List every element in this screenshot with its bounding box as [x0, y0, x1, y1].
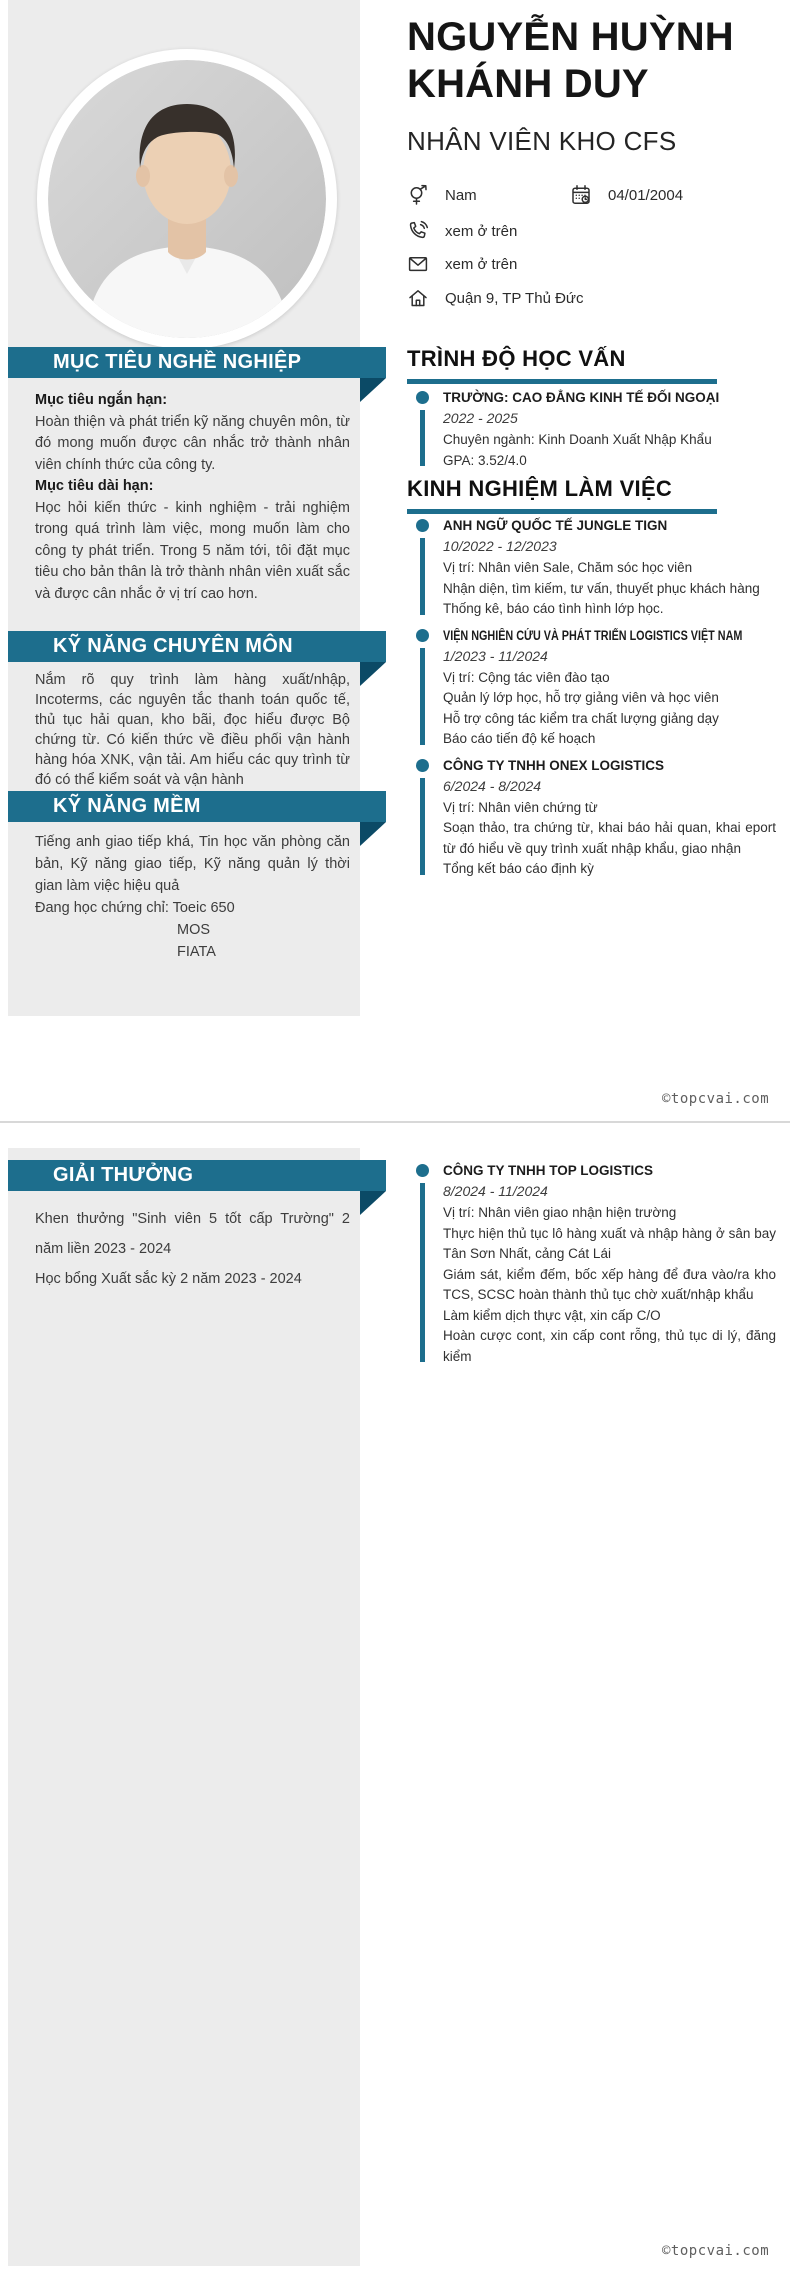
experience-detail: Làm kiểm dịch thực vật, xin cấp C/O: [443, 1307, 661, 1323]
experience-detail: Vị trí: Nhân viên giao nhận hiện trường: [443, 1205, 677, 1220]
calendar-icon: [570, 184, 592, 206]
experience-detail: Thực hiện thủ tục lô hàng xuất và nhập hàng ở sân bay Tân Sơn Nhất, cảng Cát Lái: [443, 1225, 776, 1261]
experience-entries: [407, 516, 776, 886]
timeline-bar: [420, 538, 425, 615]
objective-short-label: Mục tiêu ngắn hạn:: [35, 392, 168, 408]
objective-short-text: Hoàn thiện và phát triển kỹ năng chuyên môn, từ đó mong muốn được cân nhắc trở thành nhân viên chính thức của công ty.: [35, 413, 350, 473]
contact-birthday-value: 04/01/2004: [608, 186, 684, 204]
contact-phone-value: xem ở trên: [445, 222, 518, 240]
contact-email: [407, 253, 517, 275]
experience-title: KINH NGHIỆM LÀM VIỆC: [407, 476, 673, 501]
objective-body: [35, 390, 350, 605]
timeline-marker: [407, 388, 443, 471]
objective-long-text: Học hỏi kiến thức - kinh nghiệm - trải nghiệm trong quá trình làm việc, mong muốn làm cho công ty phát triển. Trong 5 năm tới, tôi đặt mục tiêu cho bản thân là trở thành nhân viên xuất sắc và được cân nhắc ở vị trí cao hơn.: [35, 499, 350, 602]
section-header-education: [407, 346, 717, 384]
experience-period: 8/2024 - 11/2024: [443, 1183, 548, 1199]
experience-detail: Vị trí: Cộng tác viên đào tạo: [443, 669, 610, 685]
experience-detail: Nhận diện, tìm kiếm, tư vấn, thuyết phục khách hàng: [443, 580, 760, 596]
experience-period: 1/2023 - 11/2024: [443, 647, 548, 664]
contact-birthday: [570, 184, 683, 206]
experience-entry: [407, 626, 776, 750]
section-ribbon-awards: [8, 1160, 386, 1191]
education-detail: GPA: 3.52/4.0: [443, 452, 527, 468]
candidate-job-title: NHÂN VIÊN KHO CFS: [407, 126, 677, 156]
education-entries: [407, 388, 776, 477]
gender-icon: [407, 184, 429, 206]
contact-email-value: xem ở trên: [445, 255, 518, 273]
experience-detail: Tổng kết báo cáo định kỳ: [443, 861, 594, 876]
section-title-objective: MỤC TIÊU NGHỀ NGHIỆP: [53, 351, 302, 373]
education-period: 2022 - 2025: [443, 410, 518, 426]
experience-period: 6/2024 - 8/2024: [443, 777, 542, 794]
soft-skills-cert-item: FIATA: [177, 944, 216, 960]
section-title-hard-skills: KỸ NĂNG CHUYÊN MÔN: [53, 635, 293, 657]
bullet-dot-icon: [416, 759, 429, 772]
bullet-dot-icon: [416, 391, 429, 404]
experience-detail: Giám sát, kiểm đếm, bốc xếp hàng để đưa vào/ra kho TCS, SCSC hoàn thành thủ tục chờ xuất/nhập khẩu: [443, 1266, 776, 1302]
section-title-awards: GIẢI THƯỞNG: [53, 1164, 194, 1186]
timeline-marker: [407, 516, 443, 620]
experience-detail: Hoàn cược cont, xin cấp cont rỗng, thủ tục di lý, đăng kiểm: [443, 1328, 776, 1364]
experience-entry: [407, 1161, 776, 1367]
experience-detail: Vị trí: Nhân viên chứng từ: [443, 799, 598, 815]
mail-icon: [407, 253, 429, 275]
award-line: Khen thưởng "Sinh viên 5 tốt cấp Trường" 2 năm liền 2023 - 2024: [35, 1211, 350, 1257]
contact-phone: [407, 220, 517, 242]
experience-period: 10/2022 - 12/2023: [443, 538, 557, 554]
contact-address: [407, 287, 583, 309]
watermark: ©topcvai.com: [662, 1091, 770, 1107]
experience-company: VIỆN NGHIÊN CỨU VÀ PHÁT TRIỂN LOGISTICS VIỆT NAM: [443, 627, 743, 643]
contact-gender-value: Nam: [445, 186, 477, 204]
experience-entry: [407, 516, 776, 620]
section-ribbon-soft-skills: [8, 791, 386, 822]
timeline-marker: [407, 756, 443, 880]
experience-title-rule: [407, 509, 717, 514]
experience-detail: Hỗ trợ công tác kiểm tra chất lượng giảng dạy: [443, 710, 719, 726]
experience-detail: Báo cáo tiến độ kế hoạch: [443, 731, 596, 746]
experience-entries-page2: [407, 1161, 776, 1373]
experience-company: ANH NGỮ QUỐC TẾ JUNGLE TIGN: [443, 518, 668, 533]
timeline-marker: [407, 626, 443, 750]
home-icon: [407, 287, 429, 309]
left-sidebar-panel-page2: [8, 1148, 360, 2266]
experience-detail: Quản lý lớp học, hỗ trợ giảng viên và học viên: [443, 690, 719, 705]
page-separator: [0, 1121, 790, 1123]
soft-skills-text: Tiếng anh giao tiếp khá, Tin học văn phòng căn bản, Kỹ năng giao tiếp, Kỹ năng quản lý thời gian làm việc hiệu quả: [35, 834, 350, 894]
bullet-dot-icon: [416, 1164, 429, 1177]
watermark: ©topcvai.com: [662, 2243, 770, 2259]
hard-skills-text: Nắm rõ quy trình làm hàng xuất/nhập, Incoterms, các nguyên tắc thanh toán quốc tế, thủ tục hải quan, kho bãi, đọc hiểu được Bộ chứng từ. Có kiến thức về điều phối vận hành hàng hóa XNK, vận tải. Am hiểu các quy trình từ đó có thể kiểm soát và vận hành: [35, 672, 350, 788]
soft-skills-body: [35, 831, 350, 963]
contact-gender: [407, 184, 477, 206]
section-ribbon-objective: [8, 347, 386, 378]
education-title: TRÌNH ĐỘ HỌC VẤN: [407, 346, 626, 371]
contact-address-value: Quận 9, TP Thủ Đức: [445, 289, 584, 307]
education-school: TRƯỜNG: CAO ĐẲNG KINH TẾ ĐỐI NGOẠI: [443, 390, 720, 405]
candidate-name: NGUYỄN HUỲNH KHÁNH DUY: [407, 15, 734, 106]
section-title-soft-skills: KỸ NĂNG MỀM: [53, 795, 201, 817]
phone-icon: [407, 220, 429, 242]
award-line: Học bổng Xuất sắc kỳ 2 năm 2023 - 2024: [35, 1271, 302, 1287]
education-title-rule: [407, 379, 717, 384]
profile-photo-illustration: [48, 60, 326, 338]
section-ribbon-hard-skills: [8, 631, 386, 662]
experience-company: CÔNG TY TNHH TOP LOGISTICS: [443, 1163, 654, 1178]
experience-company: CÔNG TY TNHH ONEX LOGISTICS: [443, 757, 665, 773]
bullet-dot-icon: [416, 519, 429, 532]
section-header-experience: [407, 476, 717, 514]
timeline-bar: [420, 648, 425, 745]
experience-detail: Soạn thảo, tra chứng từ, khai báo hải quan, khai eport từ đó hiểu về quy trình xuất nhập khẩu, giao nhận: [443, 820, 776, 856]
profile-photo: [37, 49, 337, 349]
experience-entry: [407, 756, 776, 880]
timeline-bar: [420, 778, 425, 875]
hard-skills-body: [35, 670, 350, 790]
objective-long-label: Mục tiêu dài hạn:: [35, 478, 154, 494]
experience-detail: Thống kê, báo cáo tình hình lớp học.: [443, 601, 664, 616]
soft-skills-cert: Đang học chứng chỉ: Toeic 650: [35, 900, 235, 916]
timeline-bar: [420, 1183, 425, 1362]
timeline-bar: [420, 410, 425, 466]
soft-skills-cert-item: MOS: [177, 922, 211, 938]
education-detail: Chuyên ngành: Kinh Doanh Xuất Nhập Khẩu: [443, 432, 712, 447]
experience-detail: Vị trí: Nhân viên Sale, Chăm sóc học viên: [443, 560, 693, 575]
timeline-marker: [407, 1161, 443, 1367]
awards-body: [35, 1204, 350, 1294]
education-entry: [407, 388, 776, 471]
bullet-dot-icon: [416, 629, 429, 642]
